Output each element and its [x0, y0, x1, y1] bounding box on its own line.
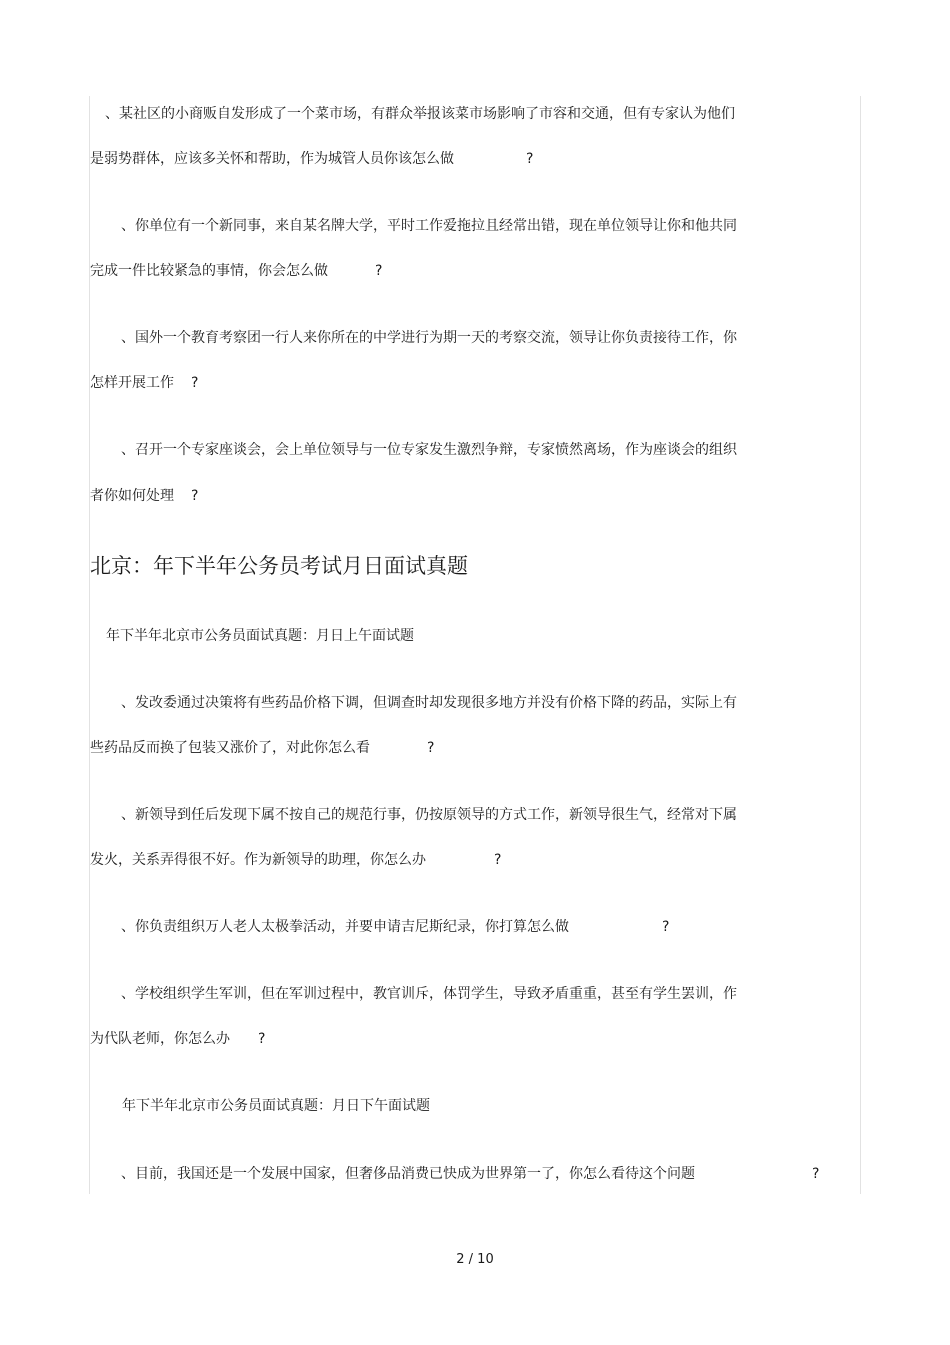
question-2-line-2: 完成一件比较紧急的事情，你会怎么做	[90, 263, 328, 279]
question-5-mark: ?	[427, 740, 435, 756]
question-3-mark: ?	[191, 375, 199, 391]
page-indicator: 2 / 10	[456, 1252, 494, 1267]
question-4-line-2: 者你如何处理	[90, 488, 174, 504]
question-3-line-2: 怎样开展工作	[90, 375, 174, 391]
question-8-mark: ?	[258, 1031, 266, 1047]
question-7-mark: ?	[662, 919, 670, 935]
question-9-mark: ?	[812, 1166, 820, 1182]
question-1-line-1: 、某社区的小商贩自发形成了一个菜市场，有群众举报该菜市场影响了市容和交通，但有专家认为他们	[105, 106, 735, 122]
question-5-line-2: 些药品反而换了包装又涨价了，对此你怎么看	[90, 740, 370, 756]
question-7-line-1: 、你负责组织万人老人太极拳活动，并要申请吉尼斯纪录，你打算怎么做	[121, 919, 569, 935]
question-8-line-1: 、学校组织学生军训，但在军训过程中，教官训斥，体罚学生，导致矛盾重重，甚至有学生罢训，作	[121, 986, 737, 1002]
section-title: 北京：年下半年公务员考试月日面试真题	[90, 554, 468, 578]
question-8-line-2: 为代队老师，你怎么办	[90, 1031, 230, 1047]
question-2-line-1: 、你单位有一个新同事，来自某名牌大学，平时工作爱拖拉且经常出错，现在单位领导让你和他共同	[121, 218, 737, 234]
question-4-mark: ?	[191, 488, 199, 504]
question-6-line-1: 、新领导到任后发现下属不按自己的规范行事，仍按原领导的方式工作，新领导很生气，经常对下属	[121, 807, 737, 823]
morning-heading: 年下半年北京市公务员面试真题：月日上午面试题	[106, 628, 414, 644]
afternoon-heading: 年下半年北京市公务员面试真题：月日下午面试题	[122, 1098, 430, 1114]
question-1-mark: ?	[526, 151, 534, 167]
page-border-right	[860, 96, 861, 1194]
question-9-line-1: 、目前，我国还是一个发展中国家，但奢侈品消费已快成为世界第一了，你怎么看待这个问题	[121, 1166, 695, 1182]
question-6-mark: ?	[494, 852, 502, 868]
question-6-line-2: 发火，关系弄得很不好。作为新领导的助理，你怎么办	[90, 852, 426, 868]
question-2-mark: ?	[375, 263, 383, 279]
question-5-line-1: 、发改委通过决策将有些药品价格下调，但调查时却发现很多地方并没有价格下降的药品，实际上有	[121, 695, 737, 711]
question-4-line-1: 、召开一个专家座谈会，会上单位领导与一位专家发生激烈争辩，专家愤然离场，作为座谈会的组织	[121, 442, 737, 458]
question-1-line-2: 是弱势群体，应该多关怀和帮助，作为城管人员你该怎么做	[90, 151, 454, 167]
question-3-line-1: 、国外一个教育考察团一行人来你所在的中学进行为期一天的考察交流，领导让你负责接待工作，你	[121, 330, 737, 346]
